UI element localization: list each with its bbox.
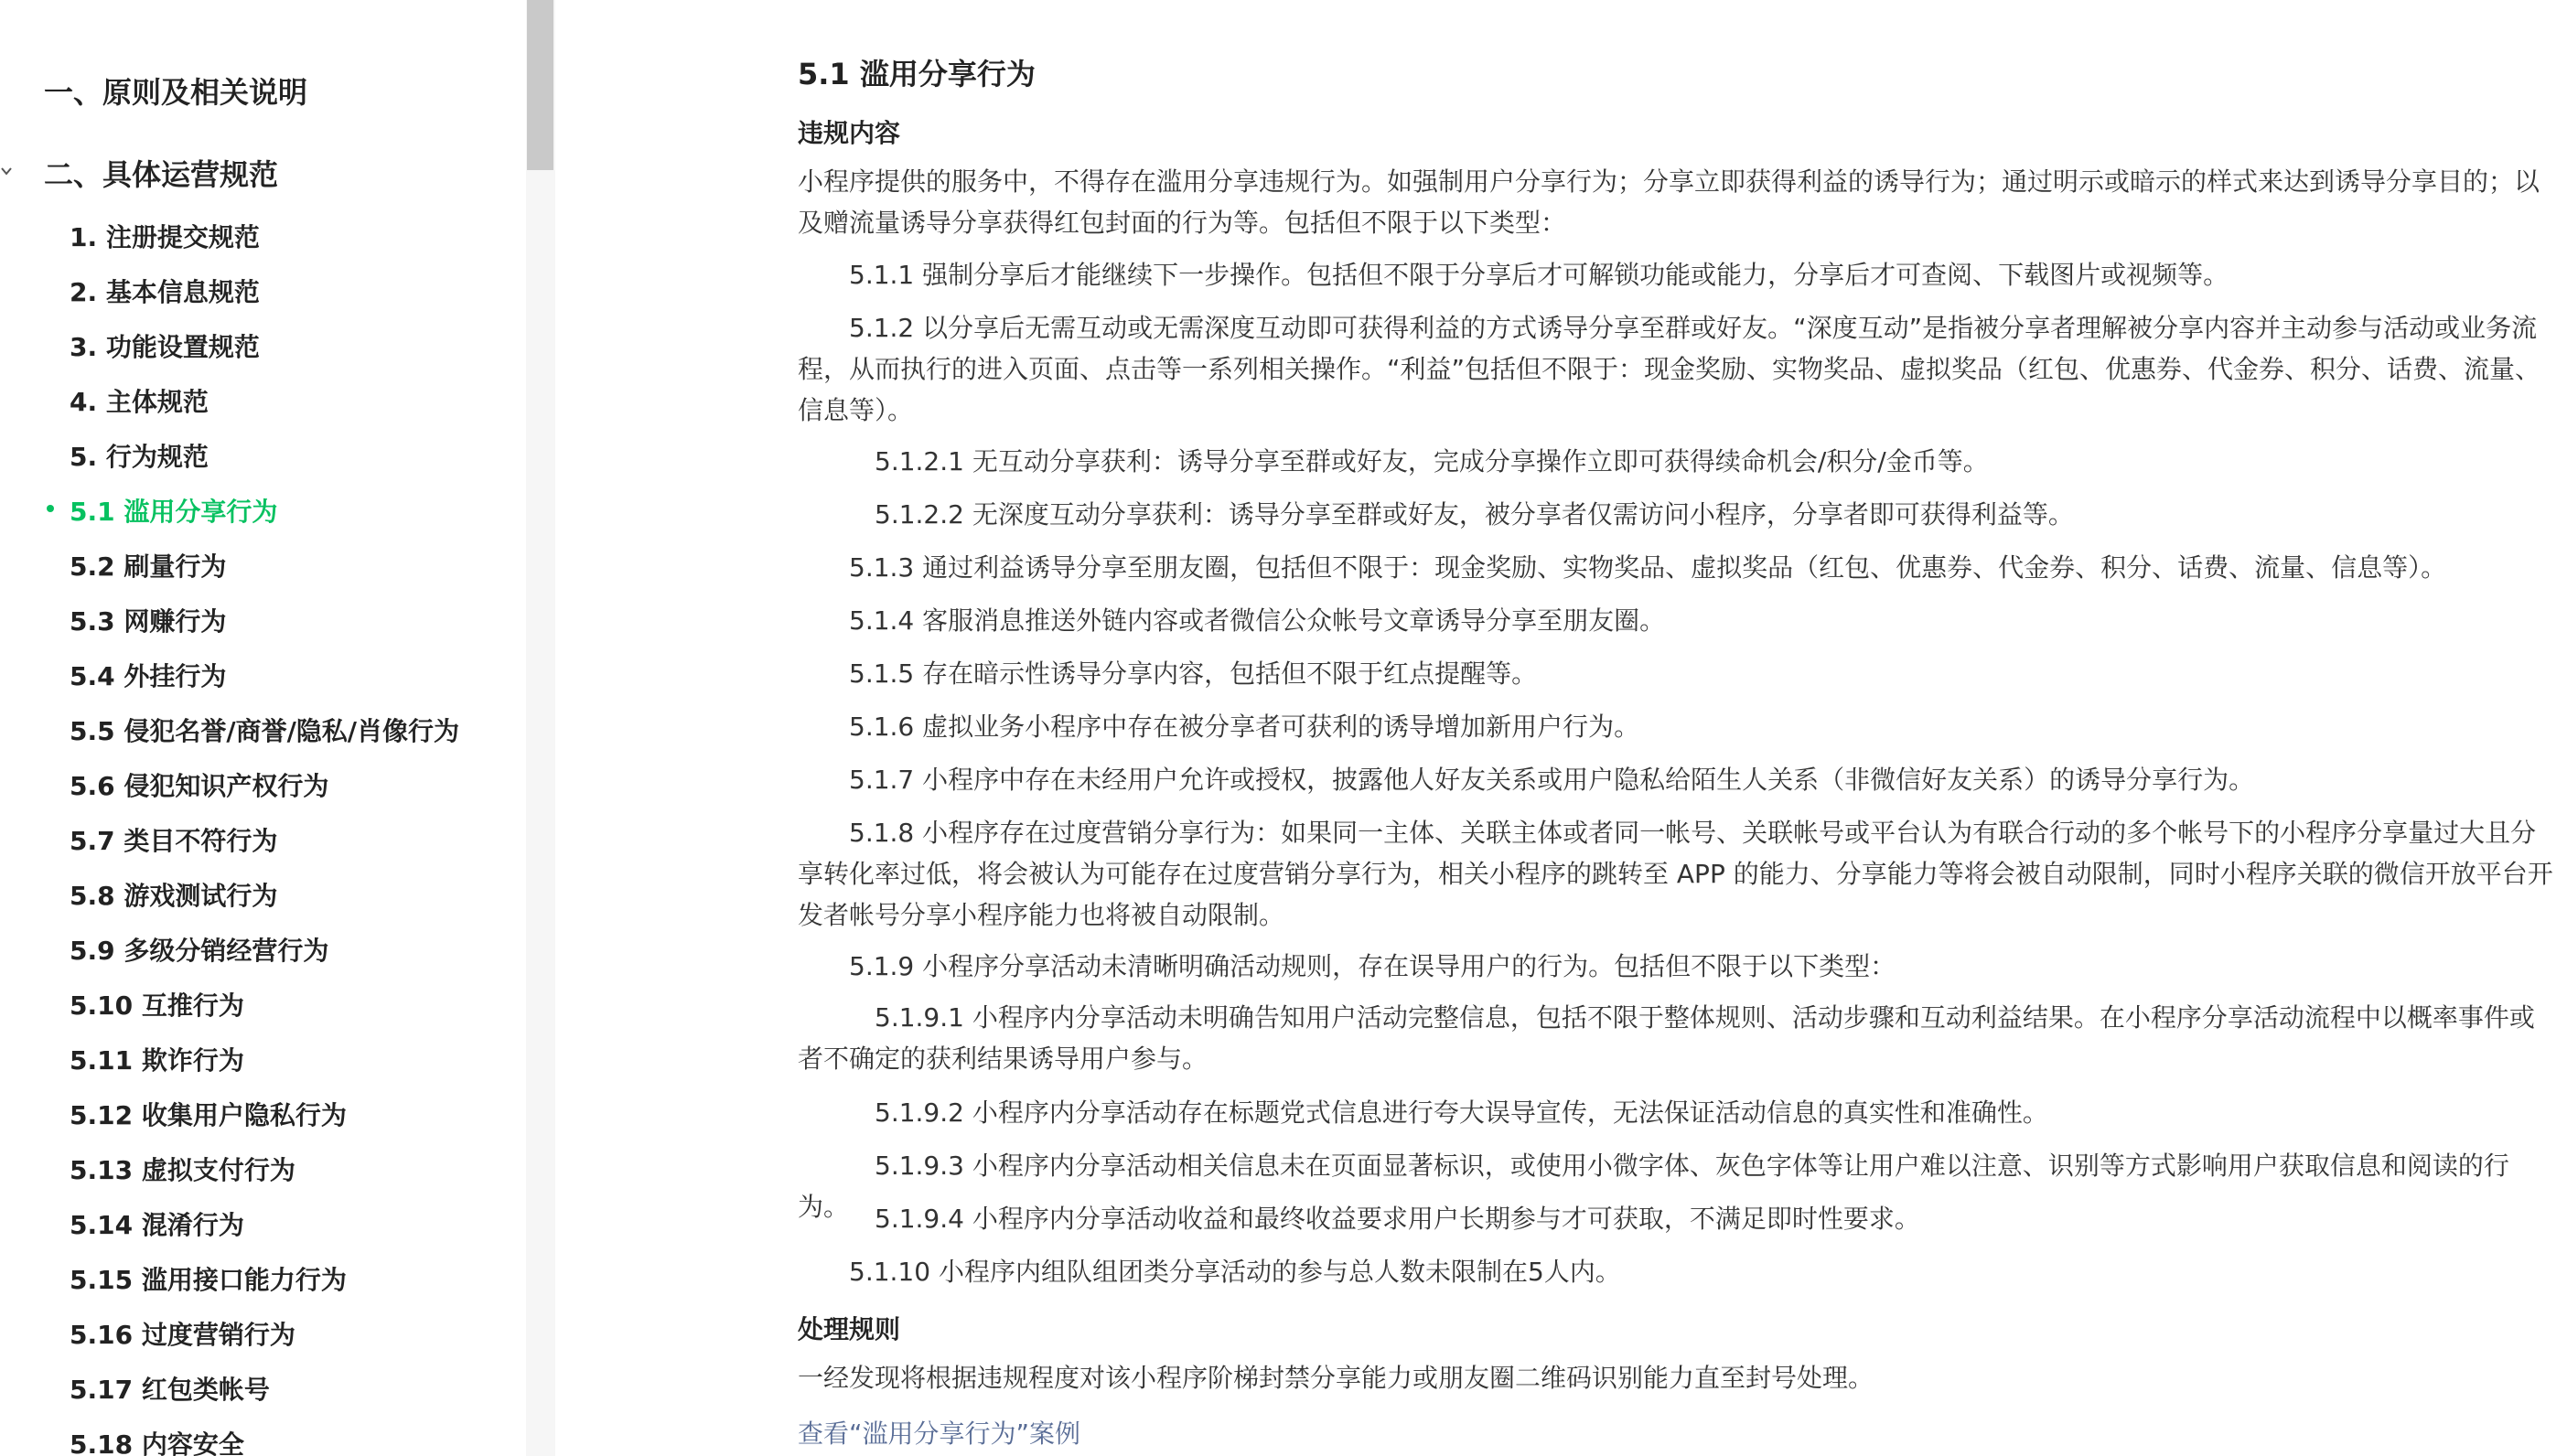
- sidebar-item-multilevel-distribution[interactable]: 5.9 多级分销经营行为: [70, 936, 329, 966]
- sidebar-item-category-mismatch[interactable]: 5.7 类目不符行为: [70, 826, 278, 856]
- sidebar-item-entity[interactable]: 4. 主体规范: [70, 387, 209, 417]
- view-cases-link[interactable]: 查看“滥用分享行为”案例: [798, 1419, 1081, 1449]
- sidebar-item-share-abuse[interactable]: 5.1 滥用分享行为: [70, 497, 278, 527]
- handling-paragraph: 一经发现将根据违规程度对该小程序阶梯封禁分享能力或朋友圈二维码识别能力直至封号处理。: [798, 1363, 1874, 1393]
- sidebar-item-confusion[interactable]: 5.14 混淆行为: [70, 1210, 244, 1240]
- sidebar-scrollbar-track[interactable]: [526, 0, 555, 1456]
- sidebar-item-red-packet[interactable]: 5.17 红包类帐号: [70, 1375, 270, 1405]
- rule-5-1-2-1: 5.1.2.1 无互动分享获利：诱导分享至群或好友，完成分享操作立即可获得续命机会/积分/金币等。: [875, 446, 1989, 476]
- rule-5-1-9-2: 5.1.9.2 小程序内分享活动存在标题党式信息进行夸大误导宣传，无法保证活动信息的真实性和准确性。: [875, 1097, 2048, 1128]
- rule-5-1-1: 5.1.1 强制分享后才能继续下一步操作。包括但不限于分享后才可解锁功能或能力，分享后才可查阅、下载图片或视频等。: [849, 260, 2229, 290]
- sidebar-item-privacy-collection[interactable]: 5.12 收集用户隐私行为: [70, 1100, 347, 1130]
- sidebar-item-feature-settings[interactable]: 3. 功能设置规范: [70, 332, 260, 362]
- rule-5-1-2-2: 5.1.2.2 无深度互动分享获利：诱导分享至群或好友，被分享者仅需访问小程序，分享者即可获得利益等。: [875, 499, 2074, 530]
- sidebar-section-principles[interactable]: 一、原则及相关说明: [44, 75, 308, 110]
- rule-5-1-4: 5.1.4 客服消息推送外链内容或者微信公众帐号文章诱导分享至朋友圈。: [849, 605, 1666, 636]
- intro-paragraph: 小程序提供的服务中，不得存在滥用分享违规行为。如强制用户分享行为；分享立即获得利益的诱导行为；通过明示或暗示的样式来达到诱导分享目的；以及赠流量诱导分享获得红包封面的行为等。包括但不限于以下类型：: [798, 166, 2540, 238]
- violation-heading: 违规内容: [798, 118, 901, 148]
- rule-5-1-9-4: 5.1.9.4 小程序内分享活动收益和最终收益要求用户长期参与才可获取，不满足即时性要求。: [875, 1204, 1920, 1234]
- rule-5-1-8: 5.1.8 小程序存在过度营销分享行为：如果同一主体、关联主体或者同一帐号、关联帐号或平台认为有联合行动的多个帐号下的小程序分享量过大且分享转化率过低，将会被认为可能存在过度营销分享行为，相关小程序的跳转至 APP 的能力、分享能力等将会被自动限制，同时小程序关联的微信开放平台开发者帐号分享小程序能力也将被自动限制。: [798, 818, 2553, 930]
- sidebar-scrollbar-thumb[interactable]: [527, 0, 553, 170]
- sidebar-item-content-security[interactable]: 5.18 内容安全: [70, 1429, 244, 1456]
- active-indicator-dot: [47, 505, 54, 512]
- chevron-down-icon[interactable]: [0, 165, 13, 177]
- sidebar-item-online-earning[interactable]: 5.3 网赚行为: [70, 606, 227, 637]
- rule-5-1-5: 5.1.5 存在暗示性诱导分享内容，包括但不限于红点提醒等。: [849, 658, 1538, 689]
- rule-5-1-9-1: 5.1.9.1 小程序内分享活动未明确告知用户活动完整信息，包括不限于整体规则、活动步骤和互动利益结果。在小程序分享活动流程中以概率事件或者不确定的获利结果诱导用户参与。: [798, 1002, 2535, 1074]
- sidebar-item-virtual-payment[interactable]: 5.13 虚拟支付行为: [70, 1155, 295, 1185]
- sidebar-nav: [0, 0, 526, 1456]
- sidebar-item-game-testing[interactable]: 5.8 游戏测试行为: [70, 881, 278, 911]
- rule-5-1-2: 5.1.2 以分享后无需互动或无需深度互动即可获得利益的方式诱导分享至群或好友。“深度互动”是指被分享者理解被分享内容并主动参与活动或业务流程，从而执行的进入页面、点击等一系列相关操作。“利益”包括但不限于：现金奖励、实物奖品、虚拟奖品（红包、优惠券、代金券、积分、话费、流量、信息等）。: [798, 313, 2541, 425]
- rule-5-1-3: 5.1.3 通过利益诱导分享至朋友圈，包括但不限于：现金奖励、实物奖品、虚拟奖品（红包、优惠券、代金券、积分、话费、流量、信息等）。: [849, 552, 2447, 583]
- rule-5-1-7: 5.1.7 小程序中存在未经用户允许或授权，披露他人好友关系或用户隐私给陌生人关系（非微信好友关系）的诱导分享行为。: [849, 765, 2255, 795]
- sidebar-item-registration[interactable]: 1. 注册提交规范: [70, 222, 260, 252]
- sidebar-item-api-abuse[interactable]: 5.15 滥用接口能力行为: [70, 1265, 347, 1295]
- rule-5-1-6: 5.1.6 虚拟业务小程序中存在被分享者可获利的诱导增加新用户行为。: [849, 712, 1640, 742]
- sidebar-item-basic-info[interactable]: 2. 基本信息规范: [70, 277, 260, 307]
- sidebar-item-behavior[interactable]: 5. 行为规范: [70, 442, 209, 472]
- rule-5-1-10: 5.1.10 小程序内组队组团类分享活动的参与总人数未限制在5人内。: [849, 1257, 1621, 1287]
- sidebar-item-ip-infringement[interactable]: 5.6 侵犯知识产权行为: [70, 771, 329, 801]
- sidebar-item-fraud[interactable]: 5.11 欺诈行为: [70, 1045, 244, 1076]
- sidebar-item-cross-promotion[interactable]: 5.10 互推行为: [70, 990, 244, 1021]
- sidebar-section-operating-rules[interactable]: 二、具体运营规范: [44, 157, 279, 192]
- sidebar-item-cheat-plugin[interactable]: 5.4 外挂行为: [70, 661, 227, 691]
- sidebar-item-over-marketing[interactable]: 5.16 过度营销行为: [70, 1320, 295, 1350]
- rule-5-1-9-3: 5.1.9.3 小程序内分享活动相关信息未在页面显著标识，或使用小微字体、灰色字体等让用户难以注意、识别等方式影响用户获取信息和阅读的行为。: [798, 1151, 2509, 1222]
- main-content: [798, 0, 2554, 1456]
- sidebar-item-reputation-privacy[interactable]: 5.5 侵犯名誉/商誉/隐私/肖像行为: [70, 716, 460, 746]
- sidebar-item-traffic-fraud[interactable]: 5.2 刷量行为: [70, 551, 227, 582]
- rule-5-1-9: 5.1.9 小程序分享活动未清晰明确活动规则，存在误导用户的行为。包括但不限于以下类型：: [849, 951, 1896, 981]
- page-title: 5.1 滥用分享行为: [798, 57, 1036, 91]
- handling-heading: 处理规则: [798, 1314, 901, 1344]
